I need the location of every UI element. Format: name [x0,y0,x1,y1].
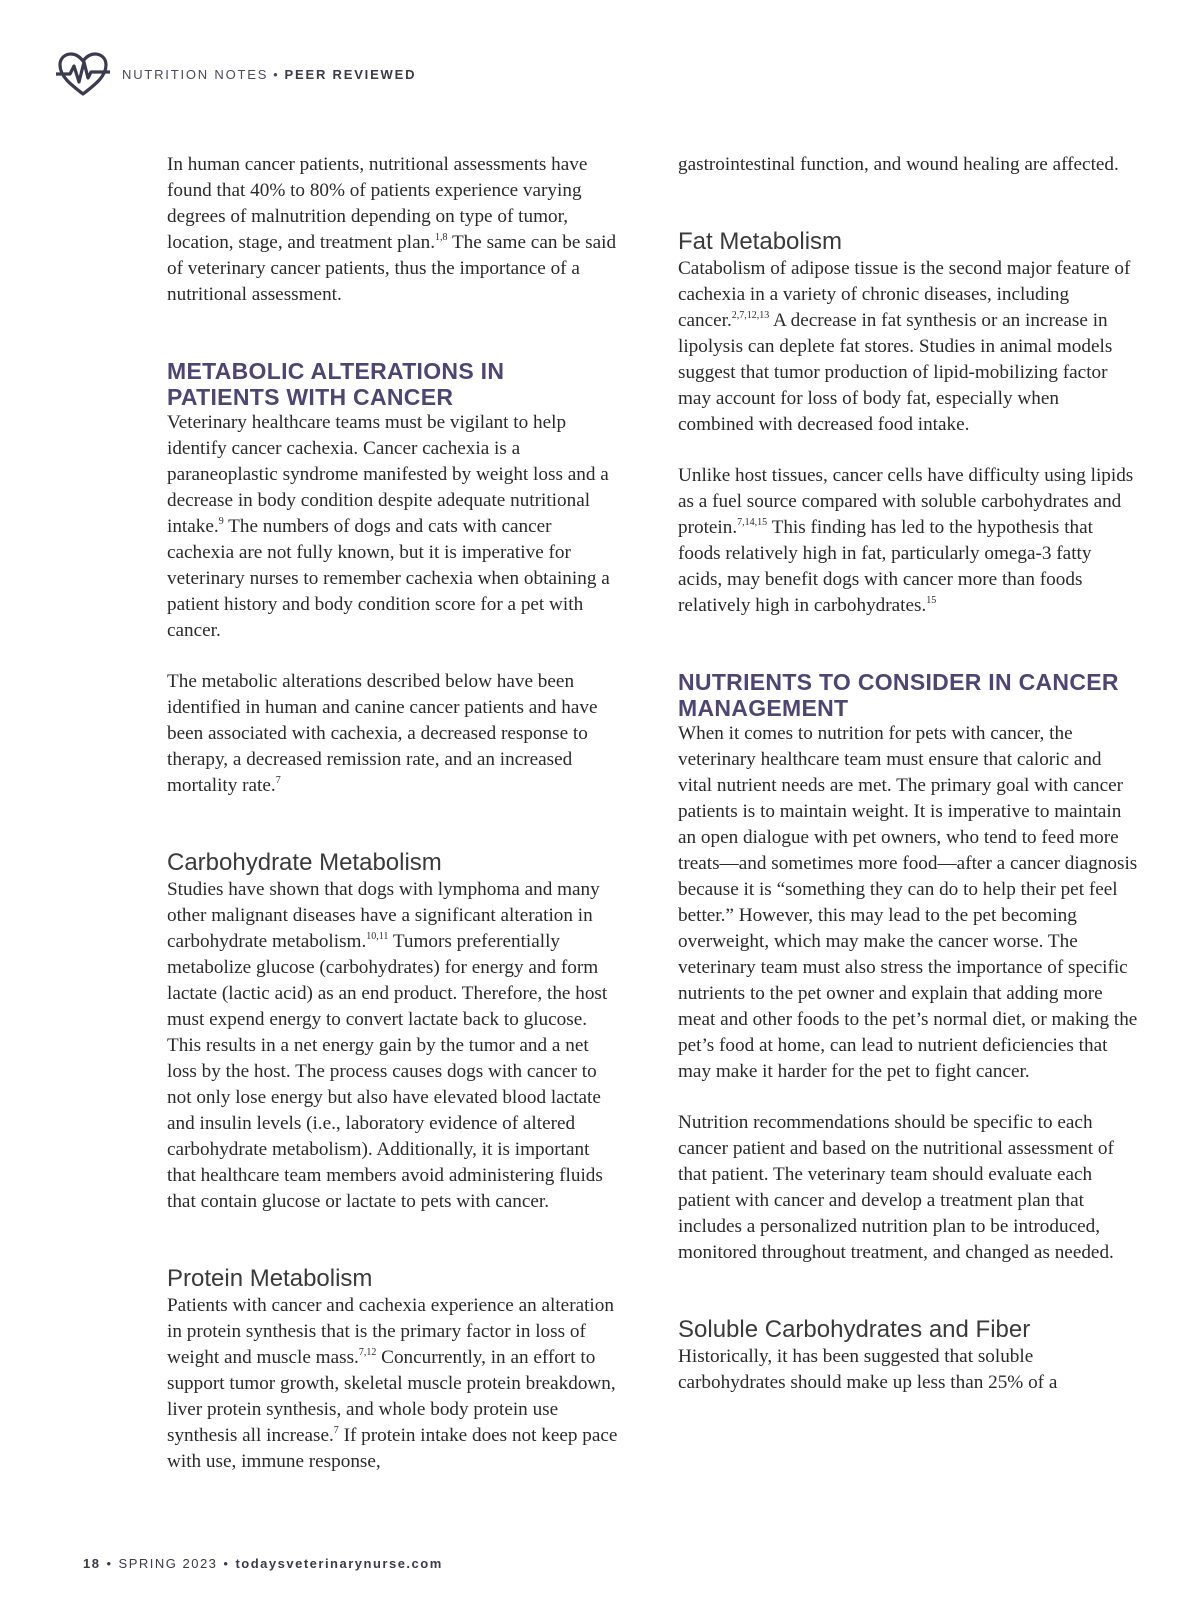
fat-paragraph-1: Catabolism of adipose tissue is the second major feature of cachexia in a variety of chronic diseases, including cancer.$^{2,7,12,13}$ A decrease in fat synthesis or an increase in lipolysis can deplete fat stores. Studies in animal models suggest that tumor production of lipid-mobilizing factor may account for loss of body fat, especially when combined with decreased food intake. [678,258,1131,435]
heading-protein-metabolism: Protein Metabolism [167,1265,373,1292]
intro-paragraph: In human cancer patients, nutritional assessments have found that 40% to 80% of patients experience varying degrees of malnutrition depending on type of tumor, location, stage, and treatment plan.$^{1,8}$ The same can be said of veterinary cancer patients, thus the importance of a nutritional assessment. [167,154,617,305]
left-column [167,152,622,1500]
carbohydrate-paragraph: Studies have shown that dogs with lymphoma and many other malignant diseases have a significant alteration in carbohydrate metabolism.$^{10,11}$ Tumors preferentially metabolize glucose (carbohydrates) for energy and form lactate (lactic acid) as an end product. Therefore, the host must expend energy to convert lactate back to glucose. This results in a net energy gain by the tumor and a net loss by the host. The process causes dogs with cancer to not only lose energy but also have elevated blood lactate and insulin levels (i.e., laboratory evidence of altered carbohydrate metabolism). Additionally, it is important that healthcare team members avoid administering fluids that contain glucose or lactate to pets with cancer. [167,879,608,1212]
heading-metabolic-alterations: METABOLIC ALTERATIONS IN PATIENTS WITH CANCER [167,358,505,410]
heading-soluble-carbohydrates: Soluble Carbohydrates and Fiber [678,1316,1031,1343]
peer-reviewed-label: PEER REVIEWED [284,66,417,82]
protein-paragraph: Patients with cancer and cachexia experience an alteration in protein synthesis that is the primary factor in loss of weight and muscle mass.$^{7,12}$ Concurrently, in an effort to support tumor growth, skeletal muscle protein breakdown, liver protein synthesis, and whole body protein use synthesis all increase.$^7$ If protein intake does not keep pace with use, immune response, [167,1295,618,1472]
section-label: NUTRITION NOTES [122,66,269,82]
heading-fat-metabolism: Fat Metabolism [678,228,843,255]
fat-paragraph-2: Unlike host tissues, cancer cells have difficulty using lipids as a fuel source compared with soluble carbohydrates and protein.$^{7,14,15}$ This finding has led to the hypothesis that foods relatively high in fat, particularly omega-3 fatty acids, may benefit dogs with cancer more than foods relatively high in carbohydrates.$^{15}$ [678,465,1134,616]
footer-separator-1: • [106,1556,113,1571]
page-number: 18 [83,1556,101,1571]
footer-separator-2: • [223,1556,230,1571]
issue-label: SPRING 2023 [118,1556,218,1571]
page-header [56,50,416,98]
right-column [678,152,1138,1421]
continued-paragraph: gastrointestinal function, and wound healing are affected. [678,154,1119,175]
metabolic-paragraph-1: Veterinary healthcare teams must be vigilant to help identify cancer cachexia. Cancer cachexia is a paraneoplastic syndrome manifested by weight loss and a decrease in body condition despite adequate nutritional intake.$^9$ The numbers of dogs and cats with cancer cachexia are not fully known, but it is imperative for veterinary nurses to remember cachexia when obtaining a patient history and body condition score for a pet with cancer. [167,412,610,641]
soluble-paragraph: Historically, it has been suggested that soluble carbohydrates should make up less than 25% of a [678,1346,1058,1393]
heading-nutrients-to-consider: NUTRIENTS TO CONSIDER IN CANCER MANAGEMENT [678,669,1119,721]
metabolic-paragraph-2: The metabolic alterations described below have been identified in human and canine cancer patients and have been associated with cachexia, a decreased response to therapy, a decreased remission rate, and an increased mortality rate.$^7$ [167,671,598,796]
page-footer [83,1556,443,1571]
nutrients-paragraph-2: Nutrition recommendations should be specific to each cancer patient and based on the nutritional assessment of that patient. The veterinary team should evaluate each patient with cancer and develop a treatment plan that includes a personalized nutrition plan to be introduced, monitored throughout treatment, and changed as needed. [678,1112,1114,1263]
website-link[interactable]: todaysveterinarynurse.com [235,1556,443,1571]
nutrients-paragraph-1: When it comes to nutrition for pets with cancer, the veterinary healthcare team must ensure that caloric and vital nutrient needs are met. The primary goal with cancer patients is to maintain weight. It is imperative to maintain an open dialogue with pet owners, who tend to feed more treats—and sometimes more food—after a cancer diagnosis because it is “something they can do to help their pet feel better.” However, this may lead to the pet becoming overweight, which may make the cancer worse. The veterinary team must also stress the importance of specific nutrients to the pet owner and explain that adding more meat and other foods to the pet’s normal diet, or making the pet’s food at home, can lead to nutrient deficiencies that may make it harder for the pet to fight cancer. [678,723,1138,1082]
header-text [122,67,416,82]
header-separator: • [273,66,280,82]
heart-pulse-icon [56,50,110,98]
heading-carbohydrate-metabolism: Carbohydrate Metabolism [167,849,442,876]
